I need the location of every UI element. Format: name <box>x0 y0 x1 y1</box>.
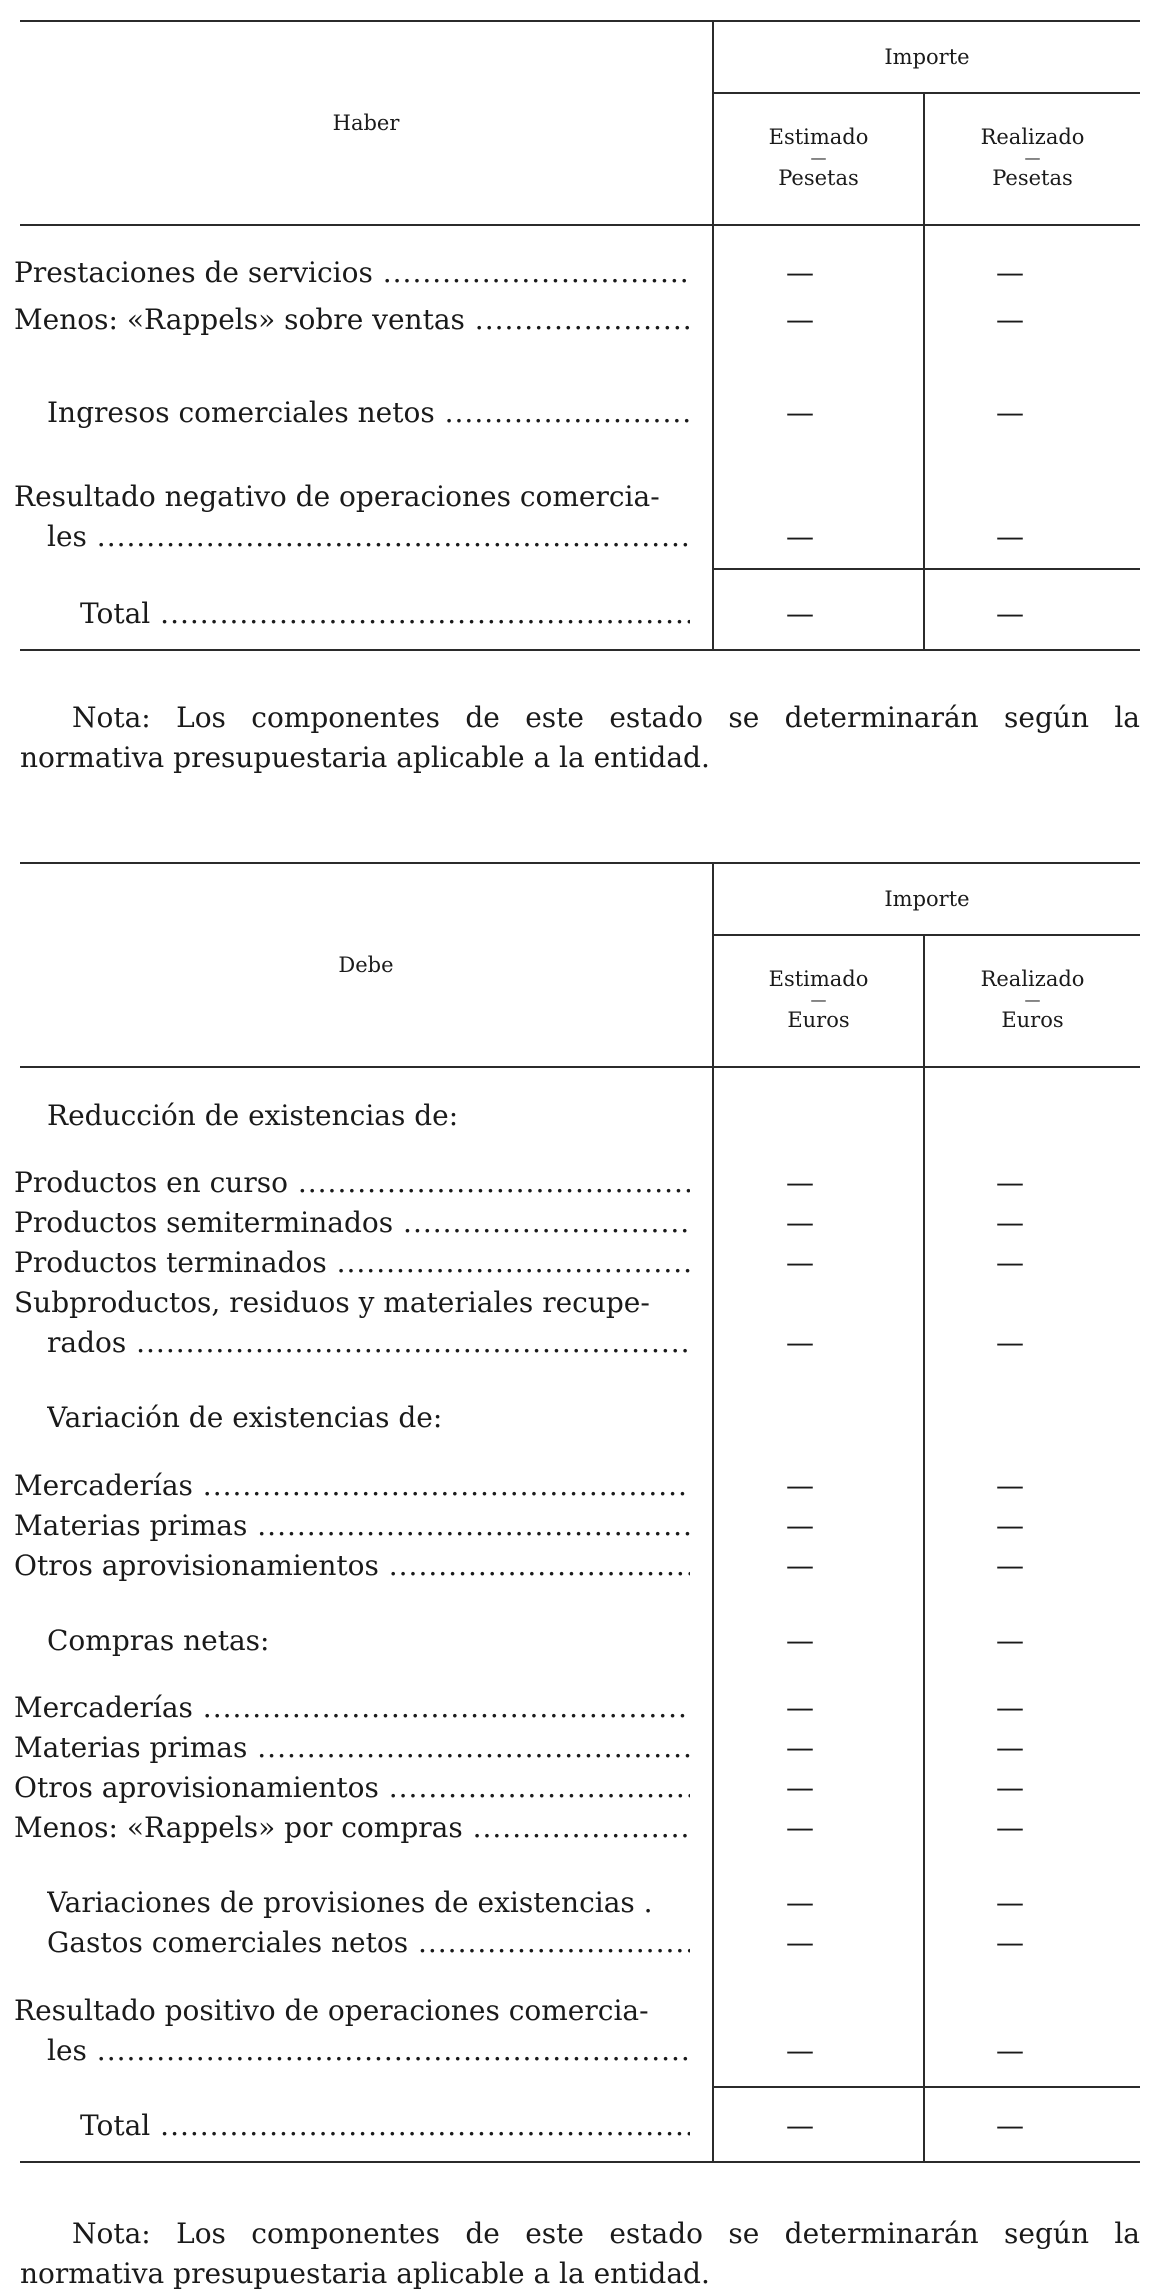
total-value: — <box>786 597 814 630</box>
row-label: Resultado negativo de operaciones comercia- <box>14 480 660 513</box>
row-value: — <box>996 1771 1024 1804</box>
row-label: les ..... <box>47 517 690 557</box>
header-estimado: Estimado — Pesetas <box>768 125 869 190</box>
row-value: — <box>786 1549 814 1582</box>
section-label: Compras netas: <box>47 1624 270 1657</box>
row-label: Variaciones de provisiones de existencias . <box>47 1886 653 1919</box>
row-value: — <box>786 256 814 289</box>
rule <box>20 1066 1140 1068</box>
row-label: Resultado positivo de operaciones comercia- <box>14 1994 649 2027</box>
total-value: — <box>996 597 1024 630</box>
rule <box>20 20 1140 22</box>
header-estimado: Estimado — Euros <box>768 967 869 1032</box>
header-realizado: Realizado — Pesetas <box>980 125 1085 190</box>
rule <box>20 224 1140 226</box>
total-label: Total ..... <box>80 594 690 634</box>
rule <box>712 934 1140 936</box>
row-label: Prestaciones de servicios ..... <box>14 253 690 293</box>
row-value: — <box>996 396 1024 429</box>
section-label: Variación de existencias de: <box>47 1401 443 1434</box>
row-label: Menos: «Rappels» sobre ventas ..... <box>14 300 690 340</box>
rule <box>20 649 1140 651</box>
row-value: — <box>786 1469 814 1502</box>
header-importe: Importe <box>884 45 970 69</box>
row-value: — <box>996 1166 1024 1199</box>
row-value: — <box>786 1886 814 1919</box>
row-label: les ..... <box>47 2031 690 2071</box>
row-label: Otros aprovisionamientos ..... <box>14 1546 690 1586</box>
section-label: Reducción de existencias de: <box>47 1099 459 1132</box>
row-value: — <box>996 1691 1024 1724</box>
row-label: Menos: «Rappels» por compras ..... <box>14 1808 690 1848</box>
row-label: Materias primas ..... <box>14 1728 690 1768</box>
row-value: — <box>996 1469 1024 1502</box>
row-label: Mercaderías ..... <box>14 1466 690 1506</box>
row-value: — <box>996 1206 1024 1239</box>
row-value: — <box>786 1326 814 1359</box>
row-value: — <box>996 256 1024 289</box>
row-value: — <box>786 1811 814 1844</box>
note: Nota: Los componentes de este estado se determinarán según la normativa presupuestaria aplicable a la entidad. <box>20 701 1140 774</box>
row-value: — <box>996 1926 1024 1959</box>
row-value: — <box>996 1886 1024 1919</box>
row-value: — <box>786 1926 814 1959</box>
rule <box>20 862 1140 864</box>
row-value: — <box>996 520 1024 553</box>
row-label: Productos terminados ..... <box>14 1243 690 1283</box>
total-label: Total ..... <box>80 2106 690 2146</box>
row-value: — <box>996 1731 1024 1764</box>
row-value: — <box>786 1166 814 1199</box>
row-value: — <box>786 1691 814 1724</box>
row-value: — <box>786 1246 814 1279</box>
row-label: Materias primas ..... <box>14 1506 690 1546</box>
row-value: — <box>996 1811 1024 1844</box>
header-realizado: Realizado — Euros <box>980 967 1085 1032</box>
header-haber: Haber <box>332 111 400 135</box>
row-value: — <box>996 1509 1024 1542</box>
rule <box>20 2161 1140 2163</box>
row-value: — <box>786 1731 814 1764</box>
row-value: — <box>786 1624 814 1657</box>
row-value: — <box>786 2034 814 2067</box>
row-value: — <box>786 1206 814 1239</box>
row-label: Subproductos, residuos y materiales recupe- <box>14 1286 650 1319</box>
row-value: — <box>996 1326 1024 1359</box>
row-value: — <box>786 1771 814 1804</box>
row-value: — <box>786 520 814 553</box>
rule <box>712 568 1140 570</box>
total-value: — <box>786 2109 814 2142</box>
rule <box>712 2086 1140 2088</box>
row-label: Productos en curso ..... <box>14 1163 690 1203</box>
row-label: Productos semiterminados ..... <box>14 1203 690 1243</box>
note: Nota: Los componentes de este estado se determinarán según la normativa presupuestaria aplicable a la entidad. <box>20 2217 1140 2290</box>
row-label: Otros aprovisionamientos ..... <box>14 1768 690 1808</box>
row-value: — <box>996 1549 1024 1582</box>
row-value: — <box>996 1246 1024 1279</box>
header-debe: Debe <box>338 953 394 977</box>
rule <box>712 92 1140 94</box>
row-value: — <box>996 2034 1024 2067</box>
header-importe: Importe <box>884 887 970 911</box>
total-value: — <box>996 2109 1024 2142</box>
row-label: Gastos comerciales netos ..... <box>47 1923 690 1963</box>
row-value: — <box>996 303 1024 336</box>
row-label: Mercaderías ..... <box>14 1688 690 1728</box>
row-label: Ingresos comerciales netos ..... <box>47 393 690 433</box>
row-value: — <box>786 396 814 429</box>
row-value: — <box>996 1624 1024 1657</box>
row-value: — <box>786 1509 814 1542</box>
row-value: — <box>786 303 814 336</box>
row-label: rados ..... <box>47 1323 690 1363</box>
